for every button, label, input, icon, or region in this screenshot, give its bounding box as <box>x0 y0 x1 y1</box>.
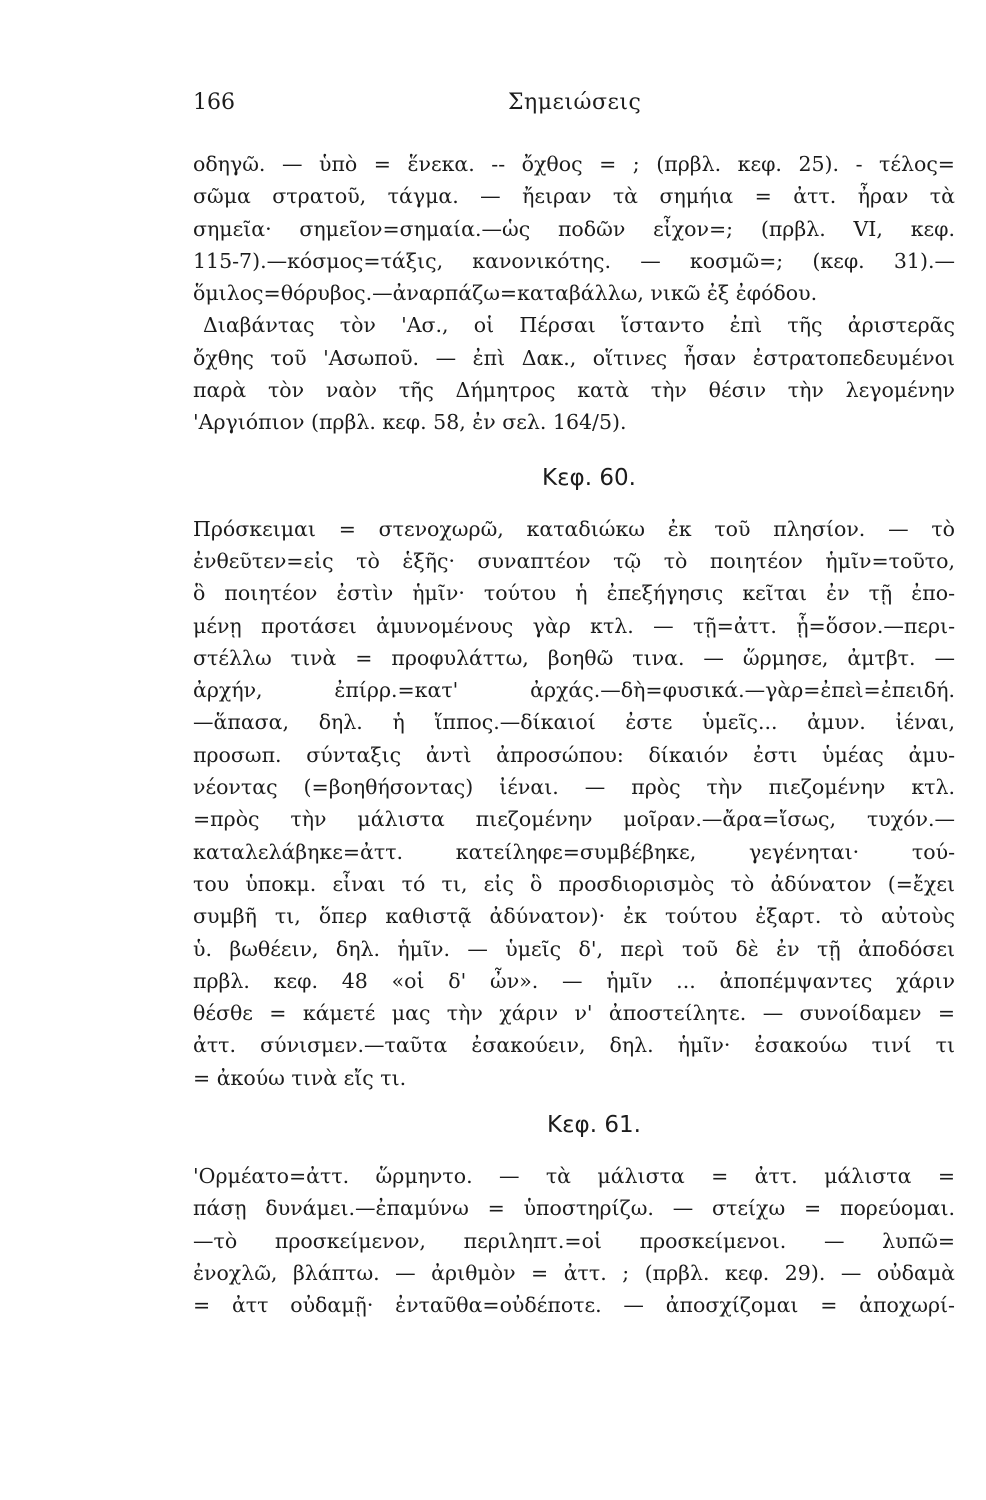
text-line: ὑ. βωθέειν, δηλ. ἡμῖν. — ὑμεῖς δ', περὶ τοῦ δὲ ἐν τῇ ἀποδόσει <box>193 936 955 961</box>
text-line: —ἅπασα, δηλ. ἡ ἵππος.—δίκαιοί ἐστε ὑμεῖς... ἀμυν. ἰέναι, <box>193 710 955 735</box>
chapter-heading-61: Κεφ. 61. <box>547 1112 641 1139</box>
text-line: —τὸ προσκείμενον, περιληπτ.=οἱ προσκείμενοι. — λυπῶ= <box>193 1228 955 1253</box>
text-line: παρὰ τὸν ναὸν τῆς Δήμητρος κατὰ τὴν θέσιν τὴν λεγομένην <box>193 378 955 403</box>
page-number: 166 <box>193 90 235 115</box>
text-line: του ὑποκμ. εἶναι τό τι, εἰς ὃ προσδιορισμὸς τὸ ἀδύνατον (=ἔχει <box>193 871 955 896</box>
text-line: πάσῃ δυνάμει.—ἐπαμύνω = ὑποστηρίζω. — στείχω = πορεύομαι. <box>193 1196 955 1221</box>
text-line: 'Ορμέατο=ἀττ. ὥρμηντο. — τὰ μάλιστα = ἀττ. μάλιστα = <box>193 1164 955 1189</box>
text-line: στέλλω τινὰ = προφυλάττω, βοηθῶ τινα. — ὥρμησε, ἀμτβτ. — <box>193 645 955 670</box>
text-line: ἐνοχλῶ, βλάπτω. — ἀριθμὸν = ἀττ. ; (πρβλ. κεφ. 29). — οὐδαμὰ <box>193 1260 955 1285</box>
text-line: νέοντας (=βοηθήσοντας) ἰέναι. — πρὸς τὴν πιεζομένην κτλ. <box>193 775 955 800</box>
chapter-heading-60: Κεφ. 60. <box>542 464 636 491</box>
text-line: Διαβάντας τὸν 'Ασ., οἱ Πέρσαι ἵσταντο ἐπὶ τῆς ἀριστερᾶς <box>203 313 955 338</box>
text-line: σῶμα στρατοῦ, τάγμα. — ἤειραν τὰ σημήια = ἀττ. ἦραν τὰ <box>193 184 955 209</box>
notes-body <box>193 148 955 1322</box>
page-header <box>193 90 753 130</box>
text-line: καταλελάβηκε=ἀττ. κατείληφε=συμβέβηκε, γεγένηται· τού- <box>193 839 955 864</box>
running-title: Σημειώσεις <box>508 90 642 115</box>
text-line: = ἀττ οὐδαμῇ· ἐνταῦθα=οὐδέποτε. — ἀποσχίζομαι = ἀποχωρί- <box>193 1293 955 1318</box>
text-line: ὄχθης τοῦ 'Ασωποῦ. — ἐπὶ Δακ., οἵτινες ἦσαν ἐστρατοπεδευμένοι <box>193 345 955 370</box>
text-line: Πρόσκειμαι = στενοχωρῶ, καταδιώκω ἐκ τοῦ πλησίον. — τὸ <box>193 516 955 541</box>
text-line: θέσθε = κάμετέ μας τὴν χάριν ν' ἀποστείλητε. — συνοίδαμεν = <box>193 1001 955 1026</box>
text-line: 115-7).—κόσμος=τάξις, κανονικότης. — κοσμῶ=; (κεφ. 31).— <box>193 248 955 273</box>
text-line: μένῃ προτάσει ἀμυνομένους γὰρ κτλ. — τῇ=ἀττ. ᾗ=ὅσον.—περι- <box>193 613 955 638</box>
text-line: ἀττ. σύνισμεν.—ταῦτα ἐσακούειν, δηλ. ἡμῖν· ἐσακούω τινί τι <box>193 1033 955 1058</box>
text-line: συμβῆ τι, ὅπερ καθιστᾷ ἀδύνατον)· ἐκ τούτου ἐξαρτ. τὸ αὐτοὺς <box>193 904 955 929</box>
text-line: =πρὸς τὴν μάλιστα πιεζομένην μοῖραν.—ἄρα=ἴσως, τυχόν.— <box>193 807 955 832</box>
text-line: ὅμιλος=θόρυβος.—ἀναρπάζω=καταβάλλω, νικῶ ἐξ ἐφόδου. <box>193 281 818 306</box>
text-line: ἐνθεῦτεν=εἰς τὸ ἑξῆς· συναπτέον τῷ τὸ ποιητέον ἡμῖν=τοῦτο, <box>193 548 955 573</box>
text-line: = ἀκούω τινὰ εἴς τι. <box>193 1065 407 1090</box>
text-line: ὃ ποιητέον ἐστὶν ἡμῖν· τούτου ἡ ἐπεξήγησις κεῖται ἐν τῇ ἐπο- <box>193 581 955 606</box>
text-line: ἀρχήν, ἐπίρρ.=κατ' ἀρχάς.—δὴ=φυσικά.—γὰρ=ἐπεὶ=ἐπειδή. <box>193 678 955 703</box>
text-line: 'Αργιόπιον (πρβλ. κεφ. 58, ἐν σελ. 164/5). <box>193 410 627 435</box>
text-line: οδηγῶ. — ὑπὸ = ἕνεκα. -- ὄχθος = ; (πρβλ. κεφ. 25). - τέλος= <box>193 152 955 176</box>
text-line: πρβλ. κεφ. 48 «οἱ δ' ὦν». — ἡμῖν ... ἀποπέμψαντες χάριν <box>193 968 955 993</box>
text-line: σημεῖα· σημεῖον=σημαία.—ὡς ποδῶν εἶχον=; (πρβλ. VI, κεφ. <box>193 216 955 241</box>
text-line: προσωπ. σύνταξις ἀντὶ ἀπροσώπου: δίκαιόν ἐστι ὑμέας ἀμυ- <box>193 742 955 767</box>
